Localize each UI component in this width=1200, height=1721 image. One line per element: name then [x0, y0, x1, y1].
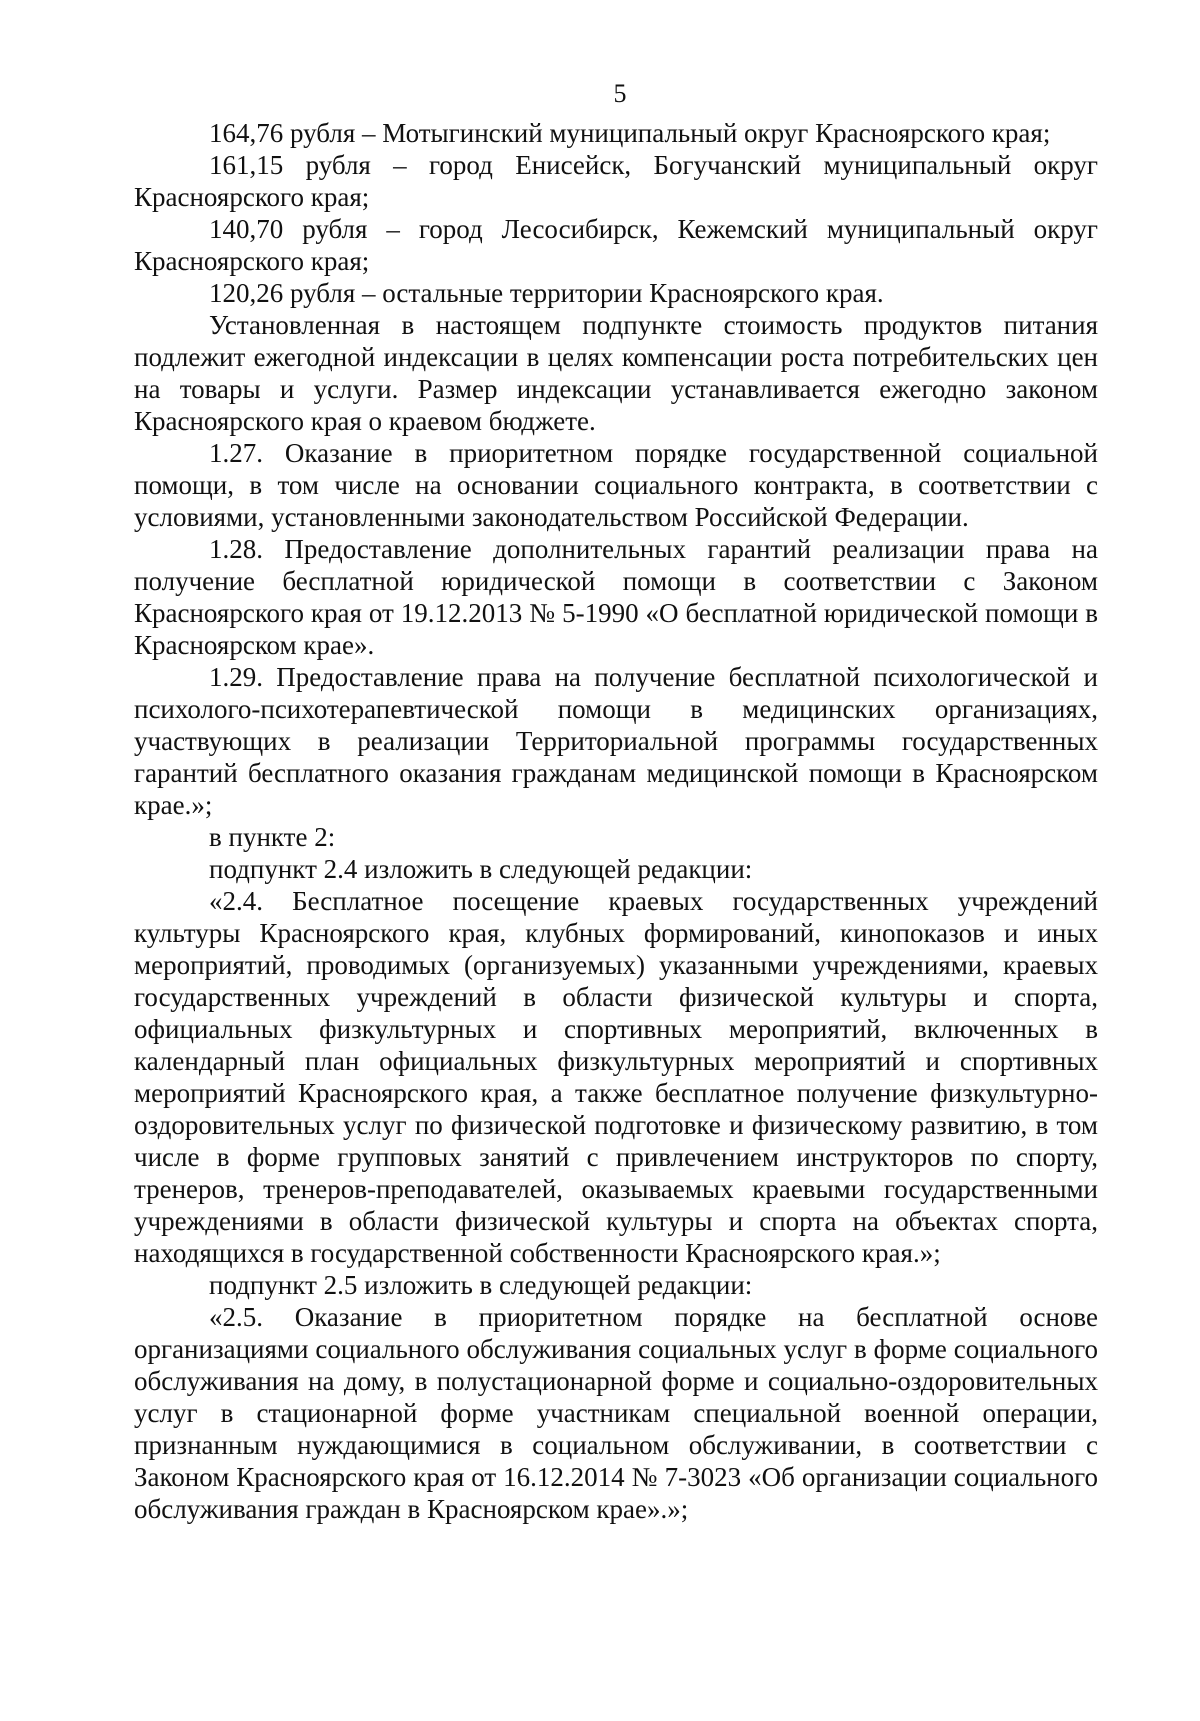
page-number: 5 — [613, 79, 627, 108]
paragraph-subitem-2-5-intro: подпункт 2.5 изложить в следующей редакции: — [209, 1270, 753, 1300]
paragraph-price-lesosibirsk: 140,70 рубля – город Лесосибирск, Кежемский муниципальный округ Красноярского края; — [134, 214, 1098, 276]
paragraph-item-1-29: 1.29. Предоставление права на получение бесплатной психологической и психолого-психотерапевтической помощи в медицинских организациях, участвующих в реализации Территориальной программы государственных гарантий бесплатного оказания гражданам медицинской помощи в Красноярском крае.»; — [134, 662, 1098, 820]
paragraph-item-2-4: «2.4. Бесплатное посещение краевых государственных учреждений культуры Красноярского края, клубных формирований, кинопоказов и иных мероприятий, проводимых (организуемых) указанными учреждениями, краевых государственных учреждений в области физической культуры и спорта, официальных физкультурных и спортивных мероприятий, включенных в календарный план официальных физкультурных мероприятий и спортивных мероприятий Красноярского края, а также бесплатное получение физкультурно-оздоровительных услуг по физической подготовке и физическому развитию, в том числе в форме групповых занятий с привлечением инструкторов по спорту, тренеров, тренеров-преподавателей, оказываемых краевыми государственными учреждениями в области физической культуры и спорта на объектах спорта, находящихся в государственной собственности Красноярского края.»; — [134, 886, 1098, 1268]
paragraph-indexation: Установленная в настоящем подпункте стоимость продуктов питания подлежит ежегодной индексации в целях компенсации роста потребительских цен на товары и услуги. Размер индексации устанавливается ежегодно законом Красноярского края о краевом бюджете. — [134, 310, 1098, 436]
document-body — [134, 117, 1098, 1525]
paragraph-price-motygino: 164,76 рубля – Мотыгинский муниципальный округ Красноярского края; — [209, 118, 1051, 148]
paragraph-price-other: 120,26 рубля – остальные территории Красноярского края. — [209, 278, 884, 308]
paragraph-price-yeniseysk: 161,15 рубля – город Енисейск, Богучанский муниципальный округ Красноярского края; — [134, 150, 1098, 212]
paragraph-subitem-2-4-intro: подпункт 2.4 изложить в следующей редакции: — [209, 854, 753, 884]
paragraph-point-2: в пункте 2: — [209, 822, 336, 852]
paragraph-item-1-27: 1.27. Оказание в приоритетном порядке государственной социальной помощи, в том числе на основании социального контракта, в соответствии с условиями, установленными законодательством Российской Федерации. — [134, 438, 1098, 532]
paragraph-item-2-5: «2.5. Оказание в приоритетном порядке на бесплатной основе организациями социального обслуживания социальных услуг в форме социального обслуживания на дому, в полустационарной форме и социально-оздоровительных услуг в стационарной форме участникам специальной военной операции, признанным нуждающимися в социальном обслуживании, в соответствии с Законом Красноярского края от 16.12.2014 № 7-3023 «Об организации социального обслуживания граждан в Красноярском крае».»; — [134, 1302, 1098, 1524]
paragraph-item-1-28: 1.28. Предоставление дополнительных гарантий реализации права на получение бесплатной юридической помощи в соответствии с Законом Красноярского края от 19.12.2013 № 5-1990 «О бесплатной юридической помощи в Красноярском крае». — [134, 534, 1098, 660]
